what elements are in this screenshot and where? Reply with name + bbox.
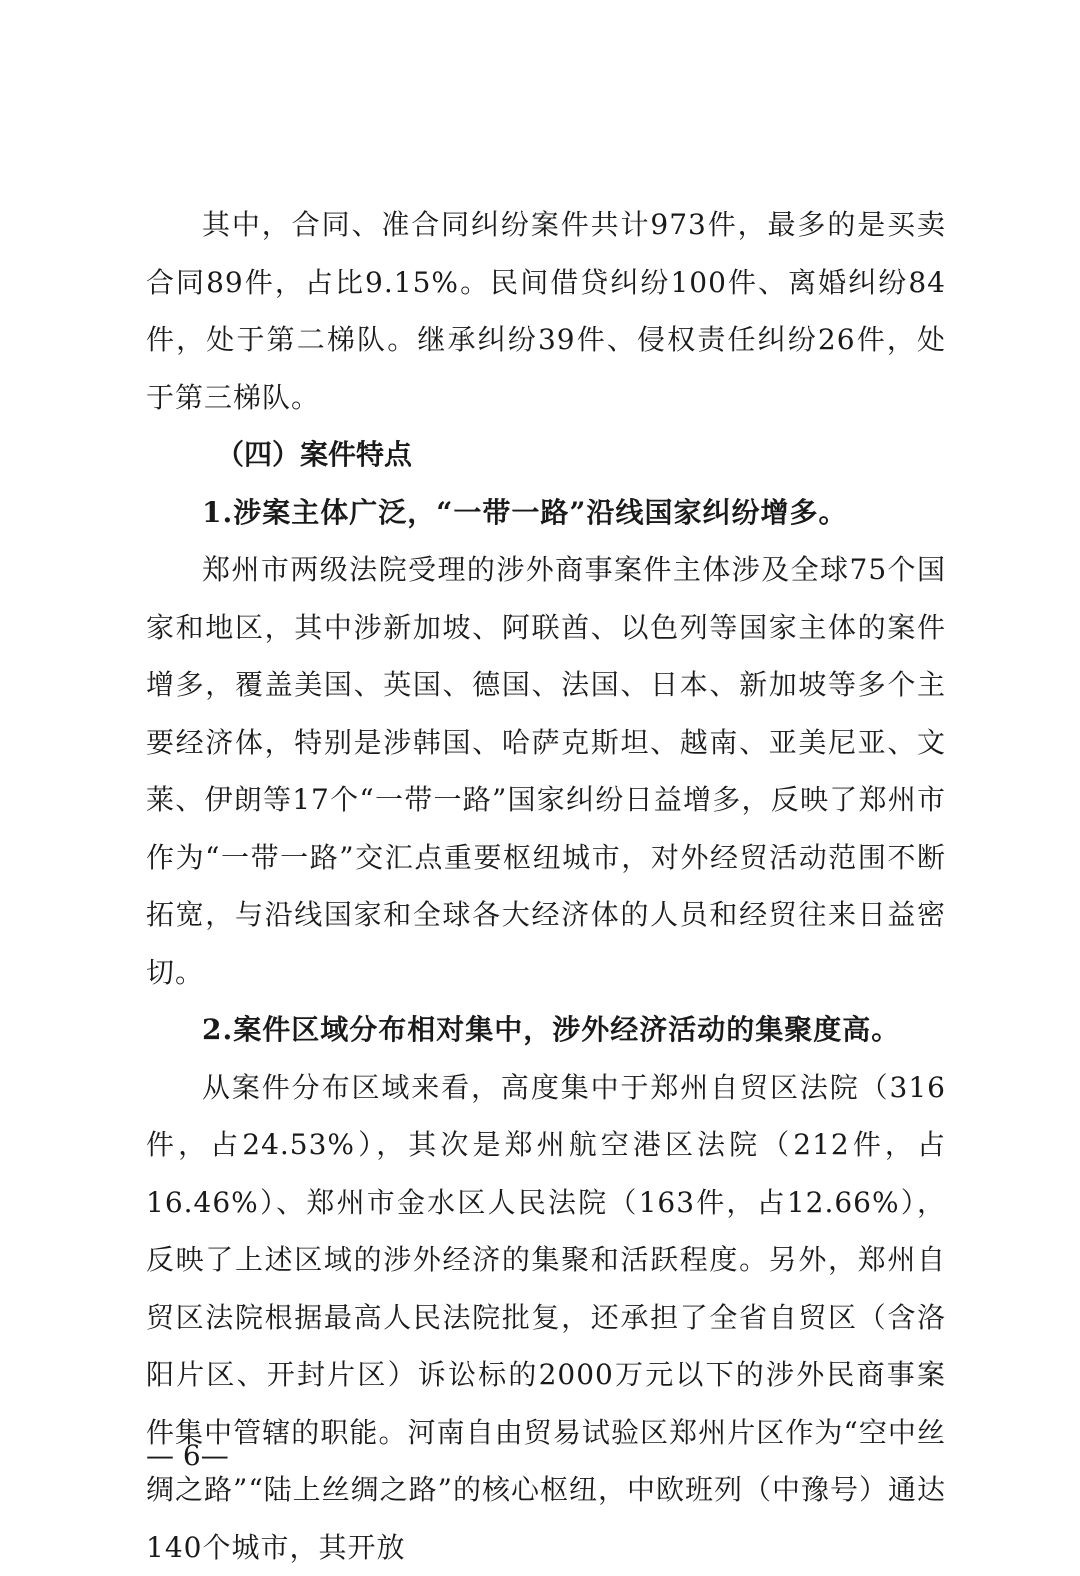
paragraph-parties: 郑州市两级法院受理的涉外商事案件主体涉及全球75个国家和地区，其中涉新加坡、阿联酋、以色列等国家主体的案件增多，覆盖美国、英国、德国、法国、日本、新加坡等多个主要经济体，特别是涉韩国、哈萨克斯坦、越南、亚美尼亚、文莱、伊朗等17个“一带一路”国家纠纷日益增多，反映了郑州市作为“一带一路”交汇点重要枢纽城市，对外经贸活动范围不断拓宽，与沿线国家和全球各大经济体的人员和经贸往来日益密切。 <box>146 541 946 1001</box>
document-body <box>146 196 946 1576</box>
subheading-regional-distribution: 2.案件区域分布相对集中，涉外经济活动的集聚度高。 <box>146 1001 946 1059</box>
paragraph-regional-distribution: 从案件分布区域来看，高度集中于郑州自贸区法院（316件，占24.53%），其次是郑州航空港区法院（212件，占16.46%）、郑州市金水区人民法院（163件，占12.66%），反映了上述区域的涉外经济的集聚和活跃程度。另外，郑州自贸区法院根据最高人民法院批复，还承担了全省自贸区（含洛阳片区、开封片区）诉讼标的2000万元以下的涉外民商事案件集中管辖的职能。河南自由贸易试验区郑州片区作为“空中丝绸之路”“陆上丝绸之路”的核心枢纽，中欧班列（中豫号）通达140个城市，其开放 <box>146 1059 946 1576</box>
subheading-parties: 1.涉案主体广泛，“一带一路”沿线国家纠纷增多。 <box>146 484 946 542</box>
paragraph-contract-disputes: 其中，合同、准合同纠纷案件共计973件，最多的是买卖合同89件，占比9.15%。民间借贷纠纷100件、离婚纠纷84件，处于第二梯队。继承纠纷39件、侵权责任纠纷26件，处于第三梯队。 <box>146 196 946 426</box>
section-heading: （四）案件特点 <box>146 426 946 484</box>
page-number: — 6— <box>146 1436 229 1476</box>
